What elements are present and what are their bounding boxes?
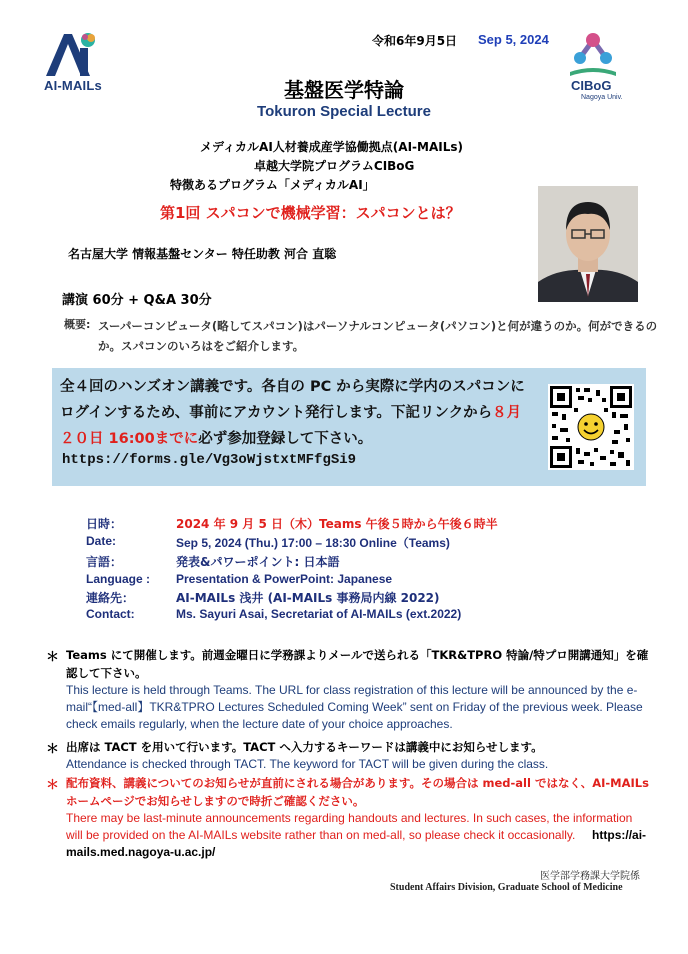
summary-text: スーパーコンピュータ(略してスパコン)はパーソナルコンピュータ(パソコン)と何が違うのか。何ができるのか。スパコンのいろはをご紹介します。 — [98, 319, 658, 353]
footer-division-jp: 医学部学務課大学院係 — [540, 871, 640, 882]
note-tact-jp: 出席は TACT を用いて行います。TACT へ入力するキーワードは講義中にお知らせします。 — [66, 740, 543, 754]
info-label-contact-en: Contact: — [86, 607, 135, 621]
note-tact-en: Attendance is checked through TACT. The keyword for TACT will be given during the class. — [66, 757, 549, 771]
note-bullet: ＊ — [46, 778, 60, 793]
organizer-line: 卓越大学院プログラムCIBoG — [254, 159, 415, 173]
date-english: Sep 5, 2024 — [478, 32, 549, 47]
info-value-contact-jp: AI-MAILs 浅井 (AI-MAILs 事務局内線 2022) — [176, 591, 440, 605]
qr-code-icon[interactable] — [548, 384, 634, 470]
organizer-line: 特徴あるプログラム「メディカルAI」 — [170, 178, 375, 192]
note-announcements-en-text: There may be last-minute announcements regarding handouts and lectures. In such cases, the information will be provided on the AI-MAILs website rather than on med-all, so please check it occasionally. — [66, 811, 633, 842]
registration-text-part2: 必ず参加登録して下さい。 — [198, 431, 373, 447]
note-announcements-en — [66, 810, 650, 861]
registration-text — [60, 374, 530, 452]
ai-mails-website-link[interactable]: https://ai-mails.med.nagoya-u.ac.jp/ — [66, 828, 647, 859]
organizer-line: メディカルAI人材養成産学協働拠点(AI-MAILs) — [200, 140, 463, 154]
lecture-duration: 講演 60分 + Q&A 30分 — [62, 293, 212, 308]
ai-mails-logo-text: AI-MAILs — [44, 78, 102, 93]
note-tact — [50, 738, 650, 773]
registration-text-part1: 全４回のハンズオン講義です。各自の PC から実際に学内のスパコンにログインするため、事前にアカウント発行します。下記リンクから — [60, 379, 525, 421]
info-label-date-en: Date: — [86, 534, 117, 548]
info-value-contact-en: Ms. Sayuri Asai, Secretariat of AI-MAILs (ext.2022) — [176, 607, 462, 621]
page-title-japanese: 基盤医学特論 — [284, 78, 404, 102]
info-value-language-en: Presentation & PowerPoint: Japanese — [176, 572, 393, 586]
registration-link[interactable]: https://forms.gle/Vg3oWjstxtMFfgSi9 — [62, 452, 357, 468]
note-teams-en: This lecture is held through Teams. The URL for class registration of this lecture will be announced by the e-mail“【med-all】TKR&TPRO Lectures Scheduled Coming Week” sent on Friday of the previous week. Please check emails regularly, when the lecture date of your choice approaches. — [66, 683, 643, 731]
session-title: 第1回 スパコンで機械学習：スパコンとは？ — [160, 204, 461, 222]
speaker-photo — [538, 186, 638, 302]
info-value-date-jp: 2024 年 9 月 5 日（木）Teams 午後５時から午後６時半 — [176, 517, 498, 531]
note-bullet: ＊ — [46, 650, 60, 665]
footer-division-en: Student Affairs Division, Graduate School of Medicine — [390, 882, 623, 893]
registration-deadline: ８月２０日 16:00までに — [60, 405, 522, 447]
cibog-logo-subtext: Nagoya Univ. — [581, 94, 623, 101]
info-value-date-en: Sep 5, 2024 (Thu.) 17:00 – 18:30 Online（Teams) — [176, 536, 450, 550]
info-label-date-jp: 日時： — [86, 517, 123, 531]
info-label-language-jp: 言語： — [86, 555, 123, 569]
note-bullet: ＊ — [46, 742, 60, 757]
note-teams — [50, 646, 650, 733]
note-teams-jp: Teams にて開催します。前週金曜日に学務課よりメールで送られる「TKR&TPRO 特論/特プロ開講通知」を確認して下さい。 — [66, 648, 649, 680]
date-japanese: 令和6年9月5日 — [372, 34, 458, 48]
note-announcements — [50, 774, 650, 861]
info-label-language-en: Language : — [86, 572, 151, 586]
note-announcements-jp: 配布資料、講義についてのお知らせが直前にされる場合があります。その場合は med-all ではなく、AI-MAILs ホームページでお知らせしますので時折ご確認ください。 — [66, 776, 649, 808]
summary-label: 概要: — [64, 318, 91, 331]
cibog-logo-text: CIBoG — [571, 78, 612, 93]
info-label-contact-jp: 連絡先： — [86, 591, 135, 605]
speaker-info: 名古屋大学 情報基盤センター 特任助教 河合 直聡 — [68, 247, 337, 261]
info-value-language-jp: 発表&パワーポイント: 日本語 — [176, 555, 340, 569]
page-title-english: Tokuron Special Lecture — [257, 103, 431, 120]
